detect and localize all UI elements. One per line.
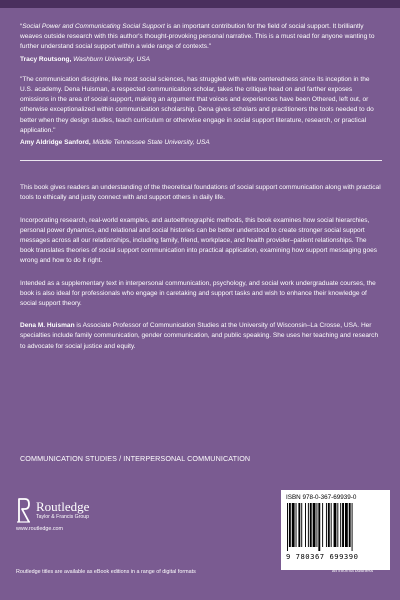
- description-paragraph: Incorporating research, real-world examples, and autoethnographic methods, this book examines how social hierarchies, personal power dynamics, and relational and social histories can be better understood to create stronger social support messages across all our relationships, including family, friend, workplace, and health provider–patient relationships. The book translates theories of social support communication into practical application, examining how support messaging goes wrong and how to do it right.: [20, 216, 378, 265]
- publisher-group: Taylor & Francis Group: [36, 513, 90, 520]
- barcode-bar: [337, 503, 338, 547]
- barcode-bar: [340, 503, 341, 547]
- author-bio: [20, 321, 382, 352]
- subject-category: COMMUNICATION STUDIES / INTERPERSONAL COMMUNICATION: [20, 454, 251, 463]
- barcode-graphic: [286, 503, 384, 551]
- quote-body: is an important contribution for the field of social support. It brilliantly weaves outside research with this author's thought-provoking personal narrative. This is a must read for anyone wanting to further understand social support within a wide range of contexts.": [20, 23, 375, 51]
- publisher-name: Routledge: [36, 498, 90, 514]
- quote-book-title: Social Power and Communicating Social Support: [22, 23, 165, 30]
- barcode-bar: [292, 503, 295, 547]
- isbn-barcode-box: [281, 490, 390, 570]
- barcode-bar: [349, 503, 351, 547]
- quote-affiliation: Middle Tennessee State University, USA: [92, 139, 210, 147]
- endorsement-quote: [20, 22, 382, 65]
- barcode-bar: [334, 503, 337, 547]
- barcode-bar: [326, 503, 327, 547]
- cover-text-area: [20, 22, 382, 364]
- quote-source: [20, 55, 382, 65]
- informa-imprint: an informa business: [332, 568, 374, 573]
- quote-text: “Social Power and Communicating Social Support is an important contribution for the field of social support. It brilliantly weaves outside research with this author's thought-provoking personal narrative. This is a must read for anyone wanting to further understand social support within a wide range of contexts.": [20, 23, 375, 51]
- description-paragraph: This book gives readers an understanding of the theoretical foundations of social support communication along with practical tools to ethically and justly connect with and support others in daily life.: [20, 184, 381, 202]
- author-bio-text: is Associate Professor of Communication Studies at the University of Wisconsin–La Crosse, USA. Her specialties include family communication, gender communication, and public speaking. She uses her teaching and research to advocate for social justice and equity.: [20, 322, 379, 350]
- quote-author: Tracy Routsong,: [20, 55, 72, 63]
- barcode-bar: [342, 503, 344, 547]
- publisher-logo: [16, 497, 89, 532]
- quote-text: "The communication discipline, like most social sciences, has struggled with white centeredness since its inception in the U.S. academy. Dena Huisman, a respected communication scholar, takes the critique head on and farther exposes omissions in the area of social support, making an argument that voices and experiences have been Othered, left out, or otherwise exceptionalized within communication scholarship. Dena gives scholars and practitioners the tools needed to do better when they design studies, teach curriculum or otherwise engage in social support literature, research, or practical application.": [20, 75, 374, 134]
- isbn-number: ISBN 978-0-367-69939-0: [286, 494, 357, 501]
- ebook-note: Routledge titles are available as eBook editions in a range of digital formats: [16, 569, 196, 575]
- divider: [20, 160, 382, 161]
- barcode-bar: [289, 503, 291, 547]
- barcode-bar: [328, 503, 330, 547]
- barcode-bar: [301, 503, 302, 547]
- barcode-bar: [318, 503, 320, 551]
- barcode-bar: [287, 503, 288, 551]
- publisher-url: www.routledge.com: [16, 526, 64, 532]
- barcode-bar: [305, 503, 306, 547]
- barcode-bar: [316, 503, 317, 547]
- barcode-bar: [310, 503, 312, 547]
- description-paragraph: Intended as a supplementary text in interpersonal communication, psychology, and social work undergraduate courses, the book is also ideal for professionals who engage in caretaking and support tasks and wish to enhance their knowledge of social support theory.: [20, 279, 376, 308]
- quote-source: [20, 138, 382, 148]
- barcode-bar: [308, 503, 309, 547]
- routledge-logo-icon: [16, 497, 31, 523]
- barcode-bar: [345, 503, 348, 547]
- barcode-bar: [313, 503, 316, 547]
- author-name: Dena M. Huisman: [20, 322, 75, 330]
- barcode-bar: [352, 503, 353, 551]
- barcode-bar: [322, 503, 323, 547]
- endorsement-quote: [20, 75, 382, 148]
- quote-affiliation: Washburn University, USA: [73, 55, 151, 63]
- barcode-bar: [296, 503, 297, 547]
- barcode-bar: [298, 503, 300, 547]
- barcode-bar: [331, 503, 332, 547]
- barcode-digits: 9 780367 699390: [286, 552, 359, 561]
- quote-author: Amy Aldridge Sanford,: [20, 139, 91, 147]
